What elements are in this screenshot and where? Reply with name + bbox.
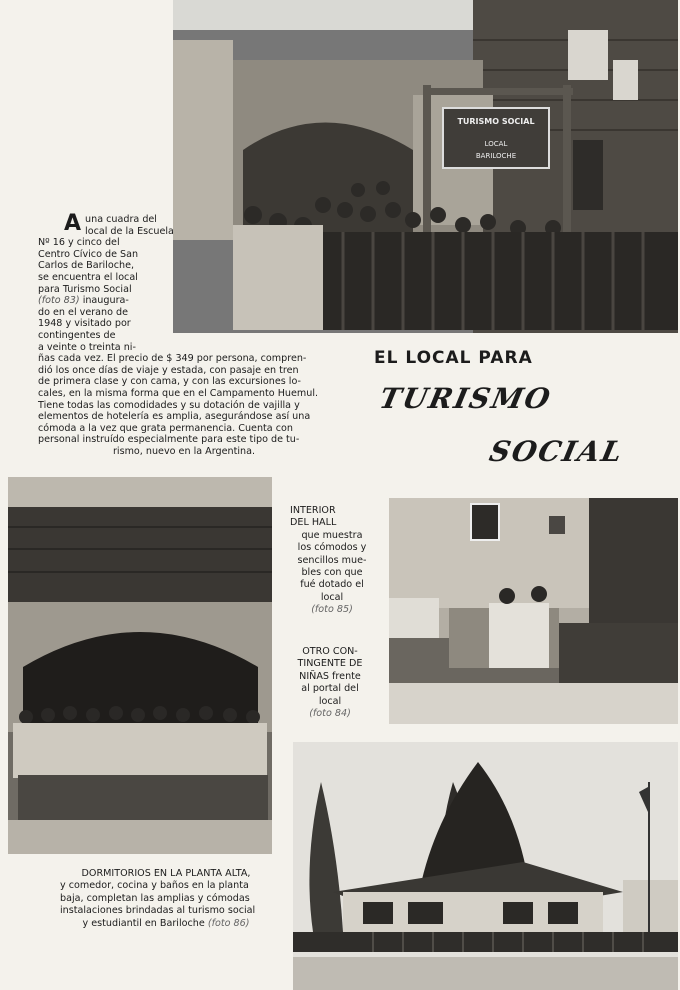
caption-line: NIÑAS frente: [299, 670, 361, 682]
intro-line: contingentes de: [38, 329, 116, 341]
caption-portal: [292, 646, 368, 720]
caption-line: y comedor, cocina y baños en la planta: [60, 880, 249, 892]
intro-line: Nº 16 y cinco del: [38, 237, 120, 249]
foto-reference: (foto 83): [38, 295, 80, 307]
foto-reference: (foto 84): [309, 708, 351, 720]
caption-line: instalaciones brindadas al turismo social: [60, 905, 256, 917]
caption-hall: [290, 505, 370, 617]
sign-line-3: BARILOCHE: [475, 152, 517, 160]
caption-line: local: [318, 695, 342, 707]
intro-line: personal instruído especialmente para este tipo de tu-: [38, 434, 300, 446]
photo-chalet-exterior: [293, 742, 678, 990]
foto-reference: (foto 85): [311, 604, 353, 616]
caption-line: INTERIOR: [290, 505, 336, 516]
drop-cap: A: [64, 211, 82, 236]
intro-line: de primera clase y con cama, y con las excursiones lo-: [38, 376, 301, 388]
intro-line: Tiene todas las comodidades y su dotación de vajilla y: [38, 399, 300, 411]
intro-line: cómoda a la vez que grata permanencia. Cuenta con: [38, 422, 293, 434]
caption-line: sencillos mue-: [297, 554, 367, 566]
caption-line: DORMITORIOS EN LA PLANTA ALTA,: [81, 868, 251, 879]
caption-line: fué dotado el: [300, 579, 364, 591]
caption-line: OTRO CON-: [302, 646, 358, 657]
intro-paragraph: [38, 211, 330, 457]
caption-line: que muestra: [301, 529, 363, 541]
caption-dormitorios: [60, 868, 272, 930]
sign-line-1: TURISMO SOCIAL: [457, 117, 535, 126]
caption-line: local: [320, 591, 344, 603]
intro-narrow-block: [38, 211, 176, 353]
caption-line: bles con que: [301, 567, 363, 579]
photo-hall-interior: [389, 498, 678, 724]
intro-line: Centro Cívico de San: [38, 248, 139, 260]
caption-line: al portal del: [301, 683, 359, 695]
caption-line: baja, completan las amplias y cómodas: [60, 892, 250, 904]
caption-last: [60, 918, 272, 930]
intro-line: se encuentra el local: [38, 271, 138, 283]
headline: EL LOCAL PARA: [374, 348, 533, 368]
caption-indented: [290, 530, 370, 617]
photo-portal-group: [8, 477, 272, 854]
caption-line: los cómodos y: [297, 542, 367, 554]
intro-line: inaugura-: [82, 295, 129, 307]
foto-reference: (foto 86): [207, 917, 250, 929]
intro-line: para Turismo Social: [38, 283, 132, 295]
intro-wide-block: [38, 353, 330, 446]
intro-line: elementos de hotelería es amplia, asegurándose así una: [38, 411, 311, 423]
caption-line: y estudiantil en Bariloche: [82, 917, 205, 929]
intro-line: do en el verano de: [38, 306, 129, 318]
script-title-social: SOCIAL: [486, 435, 627, 468]
caption-line: TINGENTE DE: [297, 658, 363, 670]
caption-line: DEL HALL: [290, 517, 337, 529]
intro-line: 1948 y visitado por: [38, 318, 131, 330]
intro-line: local de la Escuela: [85, 225, 174, 237]
intro-line: dió los once días de viaje y estada, con pasaje en tren: [38, 364, 299, 376]
intro-line: una cuadra del: [85, 214, 157, 225]
sign-line-2: LOCAL: [484, 140, 508, 148]
intro-line: Carlos de Bariloche,: [38, 260, 135, 272]
intro-last-line: rismo, nuevo en la Argentina.: [112, 445, 256, 457]
script-title-turismo: TURISMO: [376, 382, 555, 415]
intro-line: ñas cada vez. El precio de $ 349 por persona, compren-: [38, 353, 307, 365]
intro-line: cales, en la misma forma que en el Campamento Huemul.: [38, 387, 319, 399]
intro-line: a veinte o treinta ni-: [38, 341, 136, 353]
